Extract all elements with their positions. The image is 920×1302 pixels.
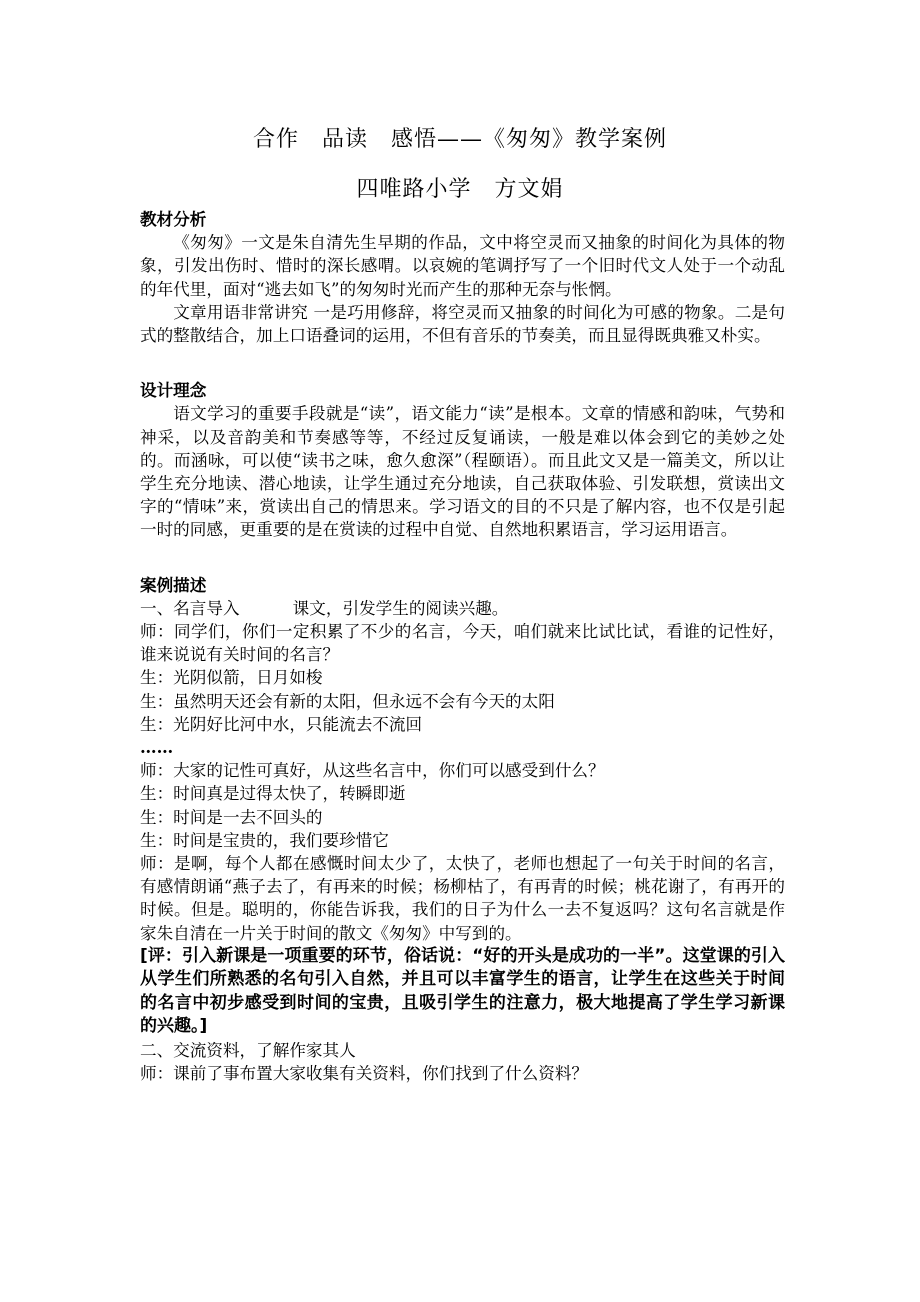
analysis-paragraph-1: 《匆匆》一文是朱自清先生早期的作品，文中将空灵而又抽象的时间化为具体的物象，引发出伤时、惜时的深长感喟。以哀婉的笔调抒写了一个旧时代文人处于一个动乱的年代里，面对“逃去如飞”的匆匆时光而产生的那种无奈与怅惘。 <box>140 233 785 299</box>
dialogue-line: 师：课前了事布置大家收集有关资料，你们找到了什么资料？ <box>140 1064 589 1084</box>
spacer <box>140 370 785 379</box>
dialogue-line: 师：同学们，你们一定积累了不少的名言，今天，咱们就来比试比试，看谁的记性好，谁来说说有关时间的名言？ <box>140 622 785 665</box>
step-1-line <box>140 597 785 620</box>
dialogue-line: 师：大家的记性可真好，从这些名言中，你们可以感受到什么？ <box>140 761 605 781</box>
step-1-rest: 课文，引发学生的阅读兴趣。 <box>292 598 509 618</box>
concept-paragraph: 语文学习的重要手段就是“读”，语文能力“读”是根本。文章的情感和韵味，气势和神采，以及音韵美和节奏感等等，不经过反复诵读，一般是难以体会到它的美妙之处的。而涵咏，可以使“读书之味，愈久愈深”（程颐语）。而且此文又是一篇美文，所以让学生充分地读、潜心地读，让学生通过充分地读，自己获取体验、引发联想，赏读出文字的“情味”来，赏读出自己的情思来。学习语文的目的不只是了解内容，也不仅是引起一时的同感，更重要的是在赏读的过程中自觉、自然地积累语言，学习运用语言。 <box>140 404 785 540</box>
ellipsis-line: …… <box>140 737 174 758</box>
spacer <box>140 347 785 370</box>
dialogue-line: 生：时间是一去不回头的 <box>140 807 323 827</box>
step-2-title: 二、交流资料，了解作家其人 <box>140 1040 356 1060</box>
dialogue-line: 生：虽然明天还会有新的太阳，但永远不会有今天的太阳 <box>140 691 555 711</box>
dialogue-line: 生：时间真是过得太快了，转瞬即逝 <box>140 784 406 804</box>
spacer <box>140 542 785 565</box>
analysis-paragraph-2: 文章用语非常讲究 一是巧用修辞，将空灵而又抽象的时间化为可感的物象。二是句式的整散结合，加上口语叠词的运用，不但有音乐的节奏美，而且显得既典雅又朴实。 <box>140 302 785 346</box>
heading-concept: 设计理念 <box>140 381 207 401</box>
dialogue-line: 生：光阴好比河中水，只能流去不流回 <box>140 714 423 734</box>
dialogue-line: 生：光阴似箭，日月如梭 <box>140 668 323 688</box>
author-line: 四唯路小学 方文娟 <box>356 177 564 202</box>
teacher-comment: [评：引入新课是一项重要的环节，俗话说：“好的开头是成功的一半”。这堂课的引入从学生们所熟悉的名句引入自然，并且可以丰富学生的语言，让学生在这些关于时间的名言中初步感受到时间的宝贵，且吸引学生的注意力，极大地提高了学生学习新课的兴趣。] <box>140 945 785 1037</box>
heading-analysis: 教材分析 <box>140 210 207 229</box>
document-title: 合作 品读 感悟——《匆匆》教学案例 <box>252 127 667 152</box>
heading-case: 案例描述 <box>140 575 207 595</box>
dialogue-line: 生：时间是宝贵的，我们要珍惜它 <box>140 830 389 850</box>
document-body <box>140 208 785 1085</box>
dialogue-line: 师：是啊，每个人都在感慨时间太少了，太快了，老师也想起了一句关于时间的名言，有感情朗诵“燕子去了，有再来的时候；杨柳枯了，有再青的时候；桃花谢了，有再开的时候。但是。聪明的，你能告诉我，我们的日子为什么一去不复返吗？这句名言就是作家朱自清在一片关于时间的散文《匆匆》中写到的。 <box>140 854 785 943</box>
spacer <box>140 565 785 574</box>
step-1-title: 一、名言导入 <box>140 598 240 618</box>
